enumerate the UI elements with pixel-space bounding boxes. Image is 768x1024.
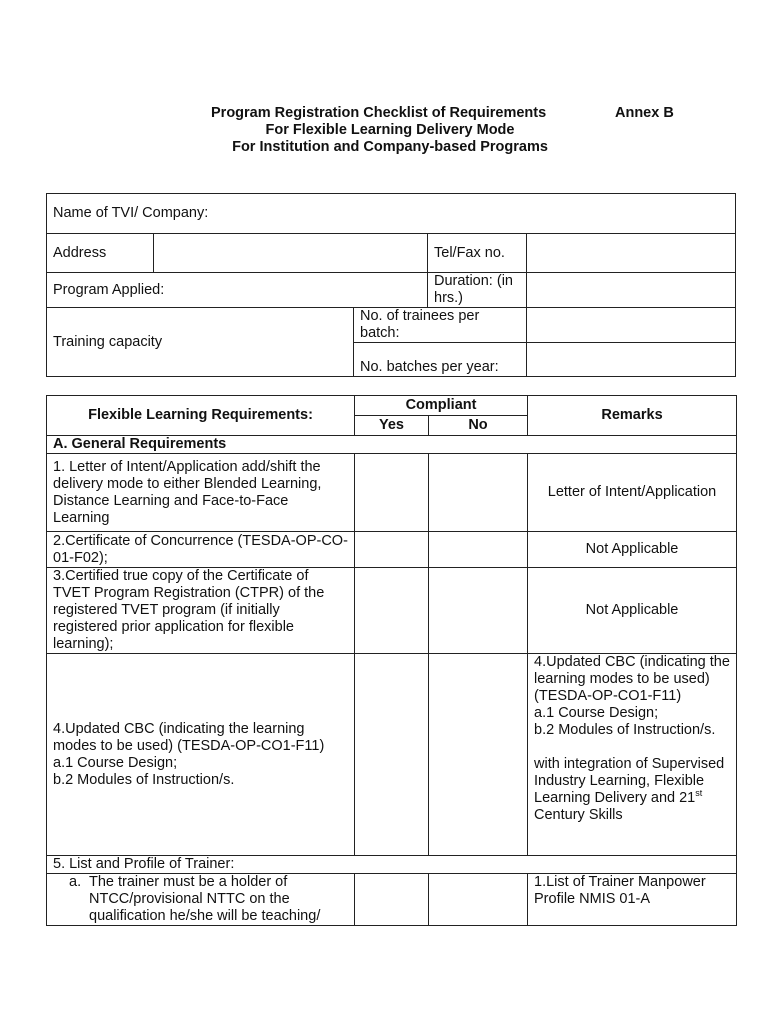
program-field[interactable] (47, 273, 428, 308)
requirement-text: 2.Certificate of Concurrence (TESDA-OP-CO-01-F02); (47, 532, 355, 568)
trainees-label: No. of trainees per batch: (354, 308, 527, 343)
table-row (47, 454, 737, 532)
telfax-label: Tel/Fax no. (428, 234, 527, 273)
no-cell[interactable] (429, 568, 528, 654)
document-title: Program Registration Checklist of Requirements (211, 105, 547, 121)
remarks-line: b.2 Modules of Instruction/s. (534, 722, 716, 738)
yes-cell[interactable] (355, 654, 429, 856)
no-cell[interactable] (429, 874, 528, 926)
table-row (47, 568, 737, 654)
name-field[interactable] (47, 194, 736, 234)
table-row (47, 856, 737, 874)
requirement-line: b.2 Modules of Instruction/s. (53, 771, 235, 788)
remarks-text: Letter of Intent/Application (528, 454, 737, 532)
remarks-text: with integration of Supervised Industry Learning, Flexible Learning Delivery and 21 (534, 756, 725, 806)
remarks-line (534, 756, 730, 824)
trainees-field[interactable] (527, 308, 736, 343)
requirements-table (46, 395, 737, 926)
requirement-line: a.1 Course Design; (53, 754, 178, 771)
telfax-field[interactable] (527, 234, 736, 273)
table-row (47, 874, 737, 926)
duration-label: Duration: (in hrs.) (428, 273, 527, 308)
requirement-text: The trainer must be a holder of NTCC/provisional NTTC on the qualification he/she will be teaching/ (89, 874, 321, 924)
col-no-header: No (429, 416, 528, 436)
requirement-cell (47, 654, 355, 856)
yes-cell[interactable] (355, 874, 429, 926)
requirement-cell (47, 874, 355, 926)
yes-cell[interactable] (355, 454, 429, 532)
address-label: Address (47, 234, 154, 273)
col-compliant-header: Compliant (355, 396, 528, 416)
remarks-text: Not Applicable (528, 532, 737, 568)
requirement-text: 1. Letter of Intent/Application add/shift the delivery mode to either Blended Learning, Distance Learning and Face-to-Face Learning (47, 454, 355, 532)
section-a-header: A. General Requirements (47, 436, 737, 454)
program-label: Program Applied: (53, 281, 165, 298)
name-label: Name of TVI/ Company: (53, 205, 209, 221)
table-row (47, 654, 737, 856)
remarks-line: a.1 Course Design; (534, 705, 659, 721)
remarks-cell (528, 654, 737, 856)
remarks-line: 4.Updated CBC (indicating the learning modes to be used) (TESDA-OP-CO1-F11) (534, 654, 730, 704)
no-cell[interactable] (429, 532, 528, 568)
col-yes-header: Yes (355, 416, 429, 436)
requirement-line: 4.Updated CBC (indicating the learning modes to be used) (TESDA-OP-CO1-F11) (53, 720, 325, 754)
address-field[interactable] (154, 234, 428, 273)
list-marker: a. (69, 874, 82, 890)
row5-title: 5. List and Profile of Trainer: (47, 856, 737, 874)
info-table (46, 193, 736, 377)
table-row (47, 532, 737, 568)
remarks-text: 1.List of Trainer Manpower Profile NMIS 01-A (528, 874, 737, 926)
document-subtitle: For Flexible Learning Delivery Mode (265, 122, 515, 138)
batches-field[interactable] (527, 343, 736, 377)
no-cell[interactable] (429, 454, 528, 532)
capacity-label: Training capacity (47, 308, 354, 377)
superscript: st (695, 788, 703, 799)
yes-cell[interactable] (355, 532, 429, 568)
col-remarks-header: Remarks (528, 396, 737, 436)
duration-field[interactable] (527, 273, 736, 308)
col-requirements-header: Flexible Learning Requirements: (47, 396, 355, 436)
yes-cell[interactable] (355, 568, 429, 654)
requirement-text: 3.Certified true copy of the Certificate of TVET Program Registration (CTPR) of the registered TVET program (if initially registered prior application for flexible learning); (47, 568, 355, 654)
document-subtitle-2: For Institution and Company-based Programs (232, 139, 548, 155)
no-cell[interactable] (429, 654, 528, 856)
annex-label: Annex B (615, 105, 674, 121)
remarks-text: Century Skills (534, 807, 623, 823)
remarks-text: Not Applicable (528, 568, 737, 654)
batches-label: No. batches per year: (354, 343, 527, 377)
